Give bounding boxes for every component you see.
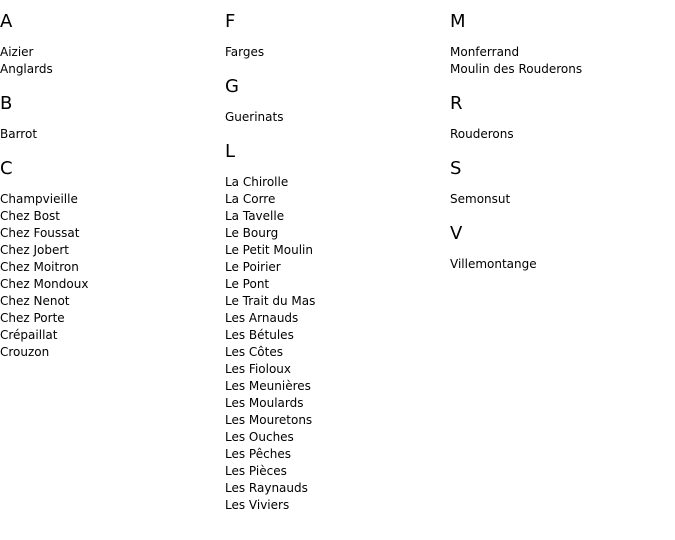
letter-group [225,75,450,126]
place-link[interactable]: Les Meunières [225,379,311,393]
place-list [450,191,675,208]
place-link[interactable]: Chez Jobert [0,243,69,257]
place-list [0,191,225,361]
place-link[interactable]: Monferrand [450,45,520,59]
place-link[interactable]: Le Pont [225,277,270,291]
place-link[interactable]: Crouzon [0,345,50,359]
index-column [225,10,450,528]
place-list [450,126,675,143]
place-link[interactable]: Semonsut [450,192,511,206]
place-link[interactable]: Les Arnauds [225,311,299,325]
place-link[interactable]: Chez Bost [0,209,61,223]
place-link[interactable]: Le Bourg [225,226,279,240]
letter-heading: M [450,11,466,32]
place-link[interactable]: La Tavelle [225,209,285,223]
letter-group [0,92,225,143]
place-link[interactable]: Les Viviers [225,498,290,512]
place-link[interactable]: Les Moulards [225,396,304,410]
place-list [225,174,450,514]
place-link[interactable]: La Chirolle [225,175,289,189]
place-link[interactable]: Chez Nenot [0,294,70,308]
letter-group [225,10,450,61]
letter-group [0,157,225,361]
place-link[interactable]: Rouderons [450,127,514,141]
place-link[interactable]: Les Pièces [225,464,287,478]
place-list [0,126,225,143]
letter-group [450,222,675,273]
place-link[interactable]: Les Raynauds [225,481,308,495]
place-link[interactable]: Le Petit Moulin [225,243,313,257]
letter-heading: A [0,11,13,32]
letter-heading: G [225,76,239,97]
place-link[interactable]: Les Pêches [225,447,291,461]
alphabetical-index [0,10,675,528]
place-link[interactable]: Les Fioloux [225,362,292,376]
letter-group [450,10,675,78]
letter-heading: S [450,158,462,179]
place-list [450,44,675,78]
place-link[interactable]: Moulin des Rouderons [450,62,583,76]
place-link[interactable]: Villemontange [450,257,537,271]
place-link[interactable]: Guerinats [225,110,284,124]
place-link[interactable]: Les Côtes [225,345,283,359]
letter-heading: B [0,93,13,114]
place-link[interactable]: Crépaillat [0,328,58,342]
letter-heading: R [450,93,463,114]
place-link[interactable]: Les Mouretons [225,413,313,427]
place-link[interactable]: Anglards [0,62,53,76]
place-link[interactable]: La Corre [225,192,276,206]
index-column [450,10,675,528]
place-link[interactable]: Les Bétules [225,328,294,342]
letter-group [450,92,675,143]
letter-heading: C [0,158,13,179]
letter-heading: L [225,141,236,162]
letter-heading: V [450,223,463,244]
index-column [0,10,225,528]
place-link[interactable]: Chez Foussat [0,226,80,240]
place-link[interactable]: Les Ouches [225,430,294,444]
letter-group [0,10,225,78]
place-link[interactable]: Chez Mondoux [0,277,89,291]
place-link[interactable]: Le Trait du Mas [225,294,316,308]
place-link[interactable]: Farges [225,45,265,59]
place-link[interactable]: Champvieille [0,192,78,206]
letter-heading: F [225,11,236,32]
place-link[interactable]: Aizier [0,45,34,59]
place-list [0,44,225,78]
letter-group [225,140,450,514]
letter-group [450,157,675,208]
place-list [225,44,450,61]
place-link[interactable]: Barrot [0,127,38,141]
place-link[interactable]: Le Poirier [225,260,281,274]
place-link[interactable]: Chez Porte [0,311,65,325]
place-list [450,256,675,273]
place-list [225,109,450,126]
place-link[interactable]: Chez Moitron [0,260,79,274]
